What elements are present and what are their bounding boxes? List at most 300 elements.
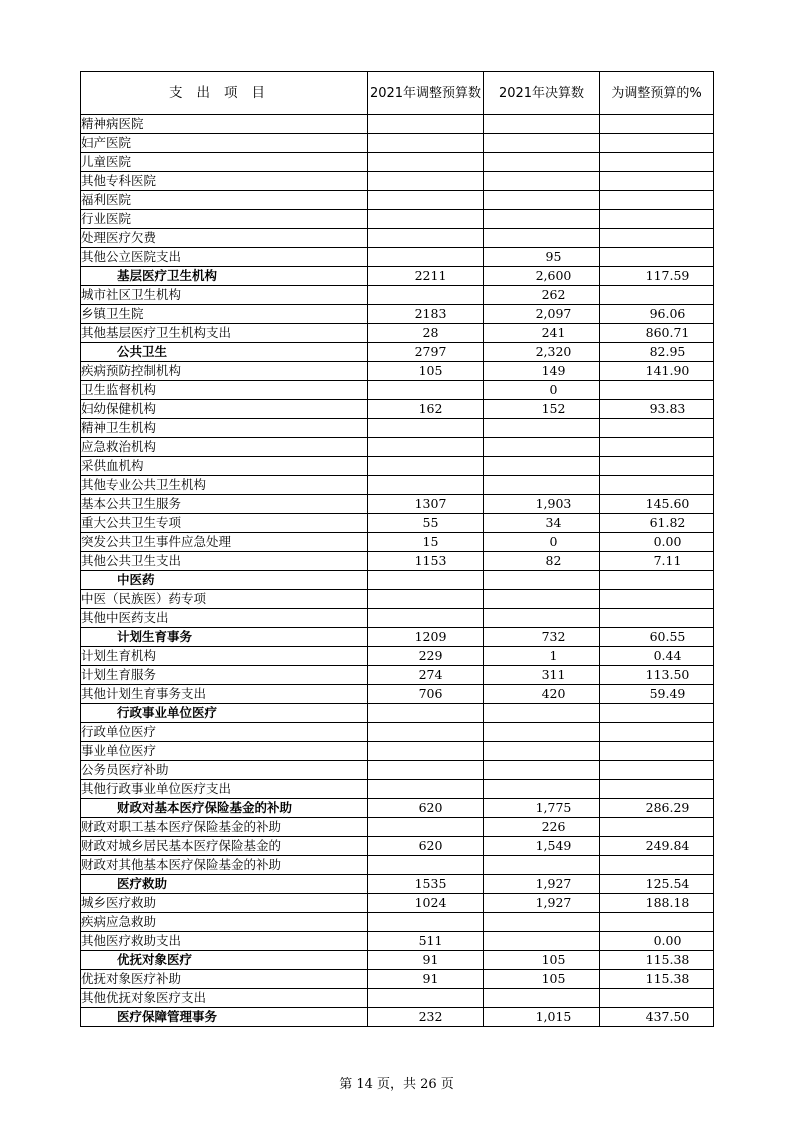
- table-row: [81, 932, 714, 951]
- percent-cell: [600, 305, 714, 324]
- final-cell: [484, 362, 600, 381]
- budget-cell-value: 105: [418, 363, 443, 378]
- item-cell: 优抚对象医疗补助: [81, 970, 368, 989]
- category-row: [81, 875, 714, 894]
- percent-cell-value: 7.11: [653, 553, 682, 568]
- percent-cell: [600, 438, 714, 457]
- percent-cell: [600, 989, 714, 1008]
- table-row: [81, 552, 714, 571]
- percent-cell: [600, 666, 714, 685]
- percent-cell: [600, 533, 714, 552]
- final-cell: [484, 533, 600, 552]
- percent-cell-value: 145.60: [645, 496, 690, 511]
- table-row: [81, 476, 714, 495]
- budget-cell: [368, 286, 484, 305]
- percent-cell-value: 0.44: [653, 648, 682, 663]
- final-cell-value: 1,927: [535, 876, 572, 891]
- percent-cell: [600, 381, 714, 400]
- final-cell: [484, 324, 600, 343]
- final-cell: [484, 400, 600, 419]
- percent-cell: [600, 856, 714, 875]
- final-cell-value: 1,775: [535, 800, 572, 815]
- item-cell: 基本公共卫生服务: [81, 495, 368, 514]
- final-cell-value: 2,600: [535, 268, 572, 283]
- budget-cell-value: 2183: [414, 306, 447, 321]
- table-row: [81, 248, 714, 267]
- percent-cell-value: 286.29: [645, 800, 690, 815]
- budget-cell: [368, 533, 484, 552]
- percent-cell-value: 249.84: [645, 838, 690, 853]
- budget-cell-value: 91: [422, 952, 439, 967]
- budget-cell: [368, 552, 484, 571]
- table-row: [81, 723, 714, 742]
- budget-cell-value: 229: [418, 648, 443, 663]
- final-cell: [484, 951, 600, 970]
- final-cell: [484, 457, 600, 476]
- budget-cell-value: 2797: [414, 344, 447, 359]
- budget-cell: [368, 419, 484, 438]
- item-cell: 其他公立医院支出: [81, 248, 368, 267]
- percent-cell: [600, 191, 714, 210]
- percent-cell: [600, 267, 714, 286]
- final-cell: [484, 837, 600, 856]
- budget-cell-value: 620: [418, 800, 443, 815]
- final-cell-value: 1,015: [535, 1009, 572, 1024]
- final-cell: [484, 609, 600, 628]
- final-cell: [484, 818, 600, 837]
- percent-cell: [600, 571, 714, 590]
- percent-cell-value: 860.71: [645, 325, 690, 340]
- budget-cell-value: 232: [418, 1009, 443, 1024]
- percent-cell-value: 188.18: [645, 895, 690, 910]
- item-cell: 计划生育服务: [81, 666, 368, 685]
- item-cell: 城市社区卫生机构: [81, 286, 368, 305]
- percent-cell: [600, 704, 714, 723]
- final-cell: [484, 704, 600, 723]
- item-cell: 重大公共卫生专项: [81, 514, 368, 533]
- budget-cell-value: 91: [422, 971, 439, 986]
- final-cell-value: 732: [541, 629, 566, 644]
- table-row: [81, 913, 714, 932]
- item-cell: 儿童医院: [81, 153, 368, 172]
- percent-cell: [600, 400, 714, 419]
- item-cell: 疾病应急救助: [81, 913, 368, 932]
- final-cell: [484, 305, 600, 324]
- budget-cell: [368, 1008, 484, 1027]
- item-cell: 其他公共卫生支出: [81, 552, 368, 571]
- percent-cell: [600, 134, 714, 153]
- budget-cell-value: 1307: [414, 496, 447, 511]
- percent-cell: [600, 970, 714, 989]
- budget-cell: [368, 970, 484, 989]
- table-row: [81, 609, 714, 628]
- header-item: 支出项目: [81, 72, 368, 115]
- final-cell-value: 241: [541, 325, 566, 340]
- final-cell-value: 34: [545, 515, 562, 530]
- budget-cell: [368, 894, 484, 913]
- percent-cell-value: 115.38: [645, 952, 690, 967]
- item-cell: 中医药: [81, 571, 368, 590]
- header-budget: 2021年调整预算数: [368, 72, 484, 115]
- item-cell: 财政对城乡居民基本医疗保险基金的: [81, 837, 368, 856]
- final-cell: [484, 590, 600, 609]
- budget-cell: [368, 381, 484, 400]
- budget-cell: [368, 229, 484, 248]
- percent-cell: [600, 685, 714, 704]
- category-row: [81, 267, 714, 286]
- percent-cell: [600, 894, 714, 913]
- percent-cell: [600, 837, 714, 856]
- budget-cell: [368, 305, 484, 324]
- category-row: [81, 343, 714, 362]
- percent-cell-value: 96.06: [649, 306, 686, 321]
- budget-cell-value: 1153: [414, 553, 447, 568]
- table-row: [81, 172, 714, 191]
- percent-cell: [600, 153, 714, 172]
- final-cell-value: 311: [541, 667, 566, 682]
- final-cell: [484, 666, 600, 685]
- item-cell: 医疗保障管理事务: [81, 1008, 368, 1027]
- percent-cell-value: 117.59: [645, 268, 690, 283]
- final-cell: [484, 343, 600, 362]
- item-cell: 疾病预防控制机构: [81, 362, 368, 381]
- table-row: [81, 761, 714, 780]
- category-row: [81, 951, 714, 970]
- percent-cell-value: 125.54: [645, 876, 690, 891]
- table-row: [81, 438, 714, 457]
- final-cell: [484, 628, 600, 647]
- budget-cell-value: 15: [422, 534, 439, 549]
- budget-cell: [368, 989, 484, 1008]
- percent-cell: [600, 1008, 714, 1027]
- item-cell: 采供血机构: [81, 457, 368, 476]
- final-cell: [484, 932, 600, 951]
- table-row: [81, 229, 714, 248]
- item-cell: 其他基层医疗卫生机构支出: [81, 324, 368, 343]
- table-row: [81, 324, 714, 343]
- percent-cell: [600, 210, 714, 229]
- item-cell: 其他专业公共卫生机构: [81, 476, 368, 495]
- final-cell: [484, 723, 600, 742]
- budget-cell: [368, 856, 484, 875]
- final-cell: [484, 419, 600, 438]
- percent-cell: [600, 932, 714, 951]
- percent-cell: [600, 324, 714, 343]
- percent-cell: [600, 115, 714, 134]
- budget-cell: [368, 761, 484, 780]
- item-cell: 财政对其他基本医疗保险基金的补助: [81, 856, 368, 875]
- table-row: [81, 989, 714, 1008]
- final-cell: [484, 742, 600, 761]
- table-row: [81, 685, 714, 704]
- item-cell: 行政事业单位医疗: [81, 704, 368, 723]
- percent-cell: [600, 343, 714, 362]
- item-cell: 突发公共卫生事件应急处理: [81, 533, 368, 552]
- final-cell: [484, 286, 600, 305]
- item-cell: 其他中医药支出: [81, 609, 368, 628]
- final-cell-value: 2,097: [535, 306, 572, 321]
- budget-cell: [368, 438, 484, 457]
- budget-cell: [368, 590, 484, 609]
- table-row: [81, 495, 714, 514]
- final-cell-value: 1,903: [535, 496, 572, 511]
- header-final: 2021年决算数: [484, 72, 600, 115]
- final-cell-value: 1,549: [535, 838, 572, 853]
- percent-cell: [600, 248, 714, 267]
- budget-cell: [368, 780, 484, 799]
- item-cell: 卫生监督机构: [81, 381, 368, 400]
- item-cell: 计划生育机构: [81, 647, 368, 666]
- final-cell-value: 152: [541, 401, 566, 416]
- table-row: [81, 590, 714, 609]
- final-cell: [484, 780, 600, 799]
- budget-cell: [368, 495, 484, 514]
- percent-cell-value: 60.55: [649, 629, 686, 644]
- final-cell-value: 82: [545, 553, 562, 568]
- percent-cell-value: 61.82: [649, 515, 686, 530]
- budget-cell: [368, 742, 484, 761]
- table-body: [81, 115, 714, 1027]
- item-cell: 基层医疗卫生机构: [81, 267, 368, 286]
- final-cell-value: 1,927: [535, 895, 572, 910]
- final-cell-value: 420: [541, 686, 566, 701]
- item-cell: 福利医院: [81, 191, 368, 210]
- budget-cell-value: 28: [422, 325, 439, 340]
- percent-cell: [600, 875, 714, 894]
- final-cell: [484, 571, 600, 590]
- table-row: [81, 153, 714, 172]
- final-cell-value: 149: [541, 363, 566, 378]
- final-cell: [484, 1008, 600, 1027]
- final-cell-value: 2,320: [535, 344, 572, 359]
- percent-cell: [600, 818, 714, 837]
- category-row: [81, 628, 714, 647]
- budget-cell: [368, 723, 484, 742]
- budget-cell: [368, 951, 484, 970]
- percent-cell: [600, 419, 714, 438]
- budget-cell: [368, 343, 484, 362]
- item-cell: 行政单位医疗: [81, 723, 368, 742]
- item-cell: 应急救治机构: [81, 438, 368, 457]
- budget-cell-value: 1024: [414, 895, 447, 910]
- percent-cell: [600, 951, 714, 970]
- item-cell: 计划生育事务: [81, 628, 368, 647]
- item-cell: 财政对基本医疗保险基金的补助: [81, 799, 368, 818]
- item-cell: 公务员医疗补助: [81, 761, 368, 780]
- budget-cell: [368, 153, 484, 172]
- percent-cell: [600, 229, 714, 248]
- budget-cell: [368, 837, 484, 856]
- item-cell: 中医（民族医）药专项: [81, 590, 368, 609]
- item-cell: 行业医院: [81, 210, 368, 229]
- item-cell: 精神病医院: [81, 115, 368, 134]
- table-row: [81, 856, 714, 875]
- final-cell: [484, 875, 600, 894]
- category-row: [81, 799, 714, 818]
- final-cell: [484, 381, 600, 400]
- final-cell-value: 262: [541, 287, 566, 302]
- budget-cell: [368, 685, 484, 704]
- budget-cell-value: 2211: [414, 268, 447, 283]
- budget-cell: [368, 476, 484, 495]
- final-cell-value: 105: [541, 971, 566, 986]
- table-row: [81, 894, 714, 913]
- final-cell: [484, 495, 600, 514]
- item-cell: 乡镇卫生院: [81, 305, 368, 324]
- table-header-row: [81, 72, 714, 115]
- budget-cell-value: 620: [418, 838, 443, 853]
- budget-cell: [368, 324, 484, 343]
- percent-cell: [600, 286, 714, 305]
- final-cell: [484, 476, 600, 495]
- final-cell: [484, 134, 600, 153]
- item-cell: 处理医疗欠费: [81, 229, 368, 248]
- table-row: [81, 191, 714, 210]
- table-row: [81, 647, 714, 666]
- percent-cell-value: 59.49: [649, 686, 686, 701]
- table-row: [81, 742, 714, 761]
- final-cell: [484, 191, 600, 210]
- item-cell: 城乡医疗救助: [81, 894, 368, 913]
- item-cell: 精神卫生机构: [81, 419, 368, 438]
- percent-cell-value: 82.95: [649, 344, 686, 359]
- budget-cell: [368, 172, 484, 191]
- final-cell: [484, 552, 600, 571]
- final-cell: [484, 153, 600, 172]
- budget-cell: [368, 457, 484, 476]
- budget-cell-value: 706: [418, 686, 443, 701]
- final-cell: [484, 248, 600, 267]
- budget-cell: [368, 571, 484, 590]
- budget-cell: [368, 248, 484, 267]
- final-cell: [484, 210, 600, 229]
- table-row: [81, 210, 714, 229]
- final-cell: [484, 989, 600, 1008]
- table-row: [81, 115, 714, 134]
- table-row: [81, 362, 714, 381]
- final-cell-value: 1: [549, 648, 558, 663]
- budget-cell-value: 1209: [414, 629, 447, 644]
- table-row: [81, 970, 714, 989]
- table-row: [81, 400, 714, 419]
- percent-cell: [600, 457, 714, 476]
- percent-cell-value: 0.00: [653, 933, 682, 948]
- percent-cell: [600, 799, 714, 818]
- percent-cell: [600, 514, 714, 533]
- percent-cell-value: 113.50: [645, 667, 690, 682]
- budget-cell-value: 55: [422, 515, 439, 530]
- item-cell: 医疗救助: [81, 875, 368, 894]
- final-cell: [484, 514, 600, 533]
- percent-cell: [600, 590, 714, 609]
- budget-cell-value: 162: [418, 401, 443, 416]
- budget-cell: [368, 799, 484, 818]
- table-row: [81, 514, 714, 533]
- percent-cell-value: 93.83: [649, 401, 686, 416]
- table-row: [81, 419, 714, 438]
- final-cell: [484, 229, 600, 248]
- percent-cell-value: 141.90: [645, 363, 690, 378]
- item-cell: 其他优抚对象医疗支出: [81, 989, 368, 1008]
- final-cell: [484, 913, 600, 932]
- table-row: [81, 286, 714, 305]
- final-cell: [484, 970, 600, 989]
- budget-cell-value: 274: [418, 667, 443, 682]
- table-row: [81, 818, 714, 837]
- budget-cell-value: 1535: [414, 876, 447, 891]
- table-row: [81, 381, 714, 400]
- budget-cell: [368, 362, 484, 381]
- budget-cell: [368, 514, 484, 533]
- final-cell-value: 0: [549, 382, 558, 397]
- percent-cell: [600, 172, 714, 191]
- final-cell: [484, 647, 600, 666]
- item-cell: 妇幼保健机构: [81, 400, 368, 419]
- table-row: [81, 837, 714, 856]
- percent-cell: [600, 552, 714, 571]
- final-cell: [484, 856, 600, 875]
- percent-cell: [600, 742, 714, 761]
- percent-cell-value: 0.00: [653, 534, 682, 549]
- page-footer: 第 14 页，共 26 页: [339, 1077, 454, 1092]
- table-row: [81, 457, 714, 476]
- item-cell: 其他行政事业单位医疗支出: [81, 780, 368, 799]
- final-cell: [484, 761, 600, 780]
- item-cell: 事业单位医疗: [81, 742, 368, 761]
- percent-cell: [600, 647, 714, 666]
- budget-cell-value: 511: [418, 933, 443, 948]
- final-cell-value: 226: [541, 819, 566, 834]
- expenditure-table: [80, 71, 714, 1027]
- budget-cell: [368, 191, 484, 210]
- budget-cell: [368, 400, 484, 419]
- budget-cell: [368, 134, 484, 153]
- category-row: [81, 704, 714, 723]
- percent-cell: [600, 476, 714, 495]
- percent-cell: [600, 913, 714, 932]
- item-cell: 公共卫生: [81, 343, 368, 362]
- budget-cell: [368, 267, 484, 286]
- percent-cell-value: 115.38: [645, 971, 690, 986]
- final-cell-value: 105: [541, 952, 566, 967]
- final-cell: [484, 172, 600, 191]
- final-cell: [484, 267, 600, 286]
- percent-cell: [600, 628, 714, 647]
- budget-cell: [368, 818, 484, 837]
- item-cell: 财政对职工基本医疗保险基金的补助: [81, 818, 368, 837]
- category-row: [81, 571, 714, 590]
- item-cell: 妇产医院: [81, 134, 368, 153]
- budget-cell: [368, 932, 484, 951]
- item-cell: 其他专科医院: [81, 172, 368, 191]
- percent-cell: [600, 495, 714, 514]
- table-row: [81, 533, 714, 552]
- budget-cell: [368, 115, 484, 134]
- budget-cell: [368, 913, 484, 932]
- percent-cell: [600, 780, 714, 799]
- table-row: [81, 780, 714, 799]
- final-cell: [484, 115, 600, 134]
- final-cell: [484, 438, 600, 457]
- final-cell-value: 95: [545, 249, 562, 264]
- final-cell: [484, 799, 600, 818]
- table-row: [81, 666, 714, 685]
- header-percent: 为调整预算的%: [600, 72, 714, 115]
- category-row: [81, 1008, 714, 1027]
- item-cell: 其他医疗救助支出: [81, 932, 368, 951]
- table-row: [81, 305, 714, 324]
- percent-cell: [600, 723, 714, 742]
